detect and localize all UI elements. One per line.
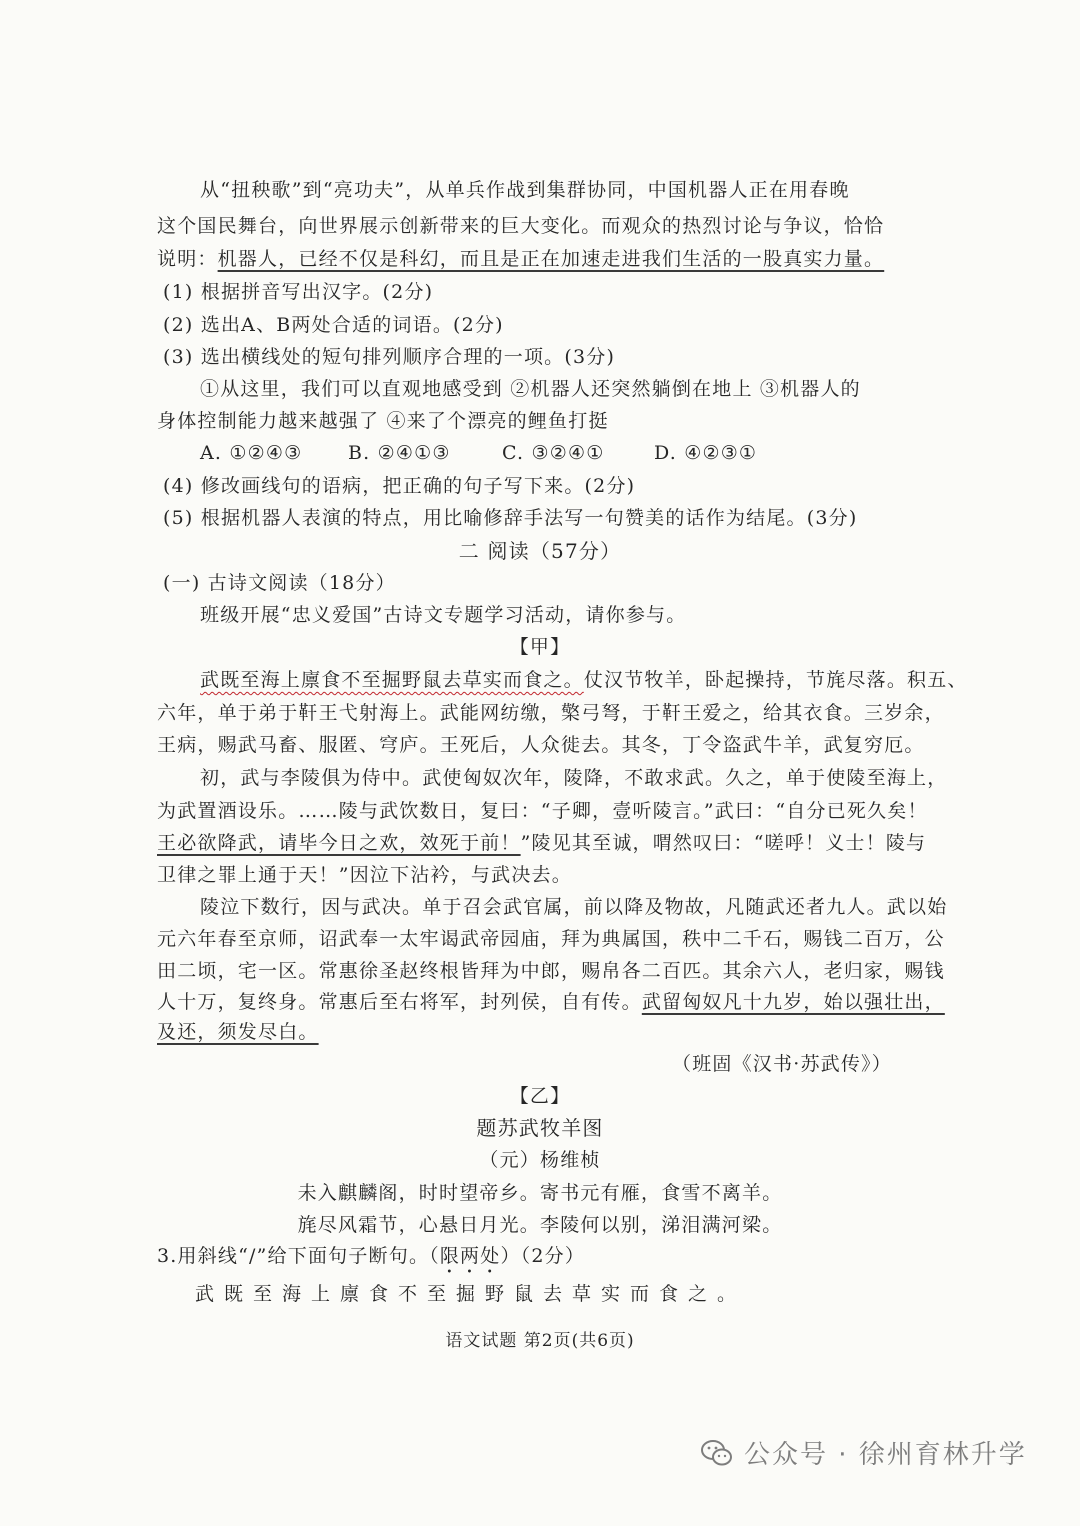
intro-line-3-prefix: 说明： [157,248,218,270]
watermark-text: 公众号 · 徐州育林升学 [744,1440,1027,1470]
wechat-icon [700,1438,734,1468]
jia-p1-line-2: 六年，单于弟于靬王弋射海上。武能网纺缴，檠弓弩，于靬王爱之，给其衣食。三岁余， [157,702,945,724]
jia-p3-line-4-rest: 人十万，复终身。常惠后至右将军，封列侯，自有传。 [157,991,642,1013]
yi-label: 【乙】 [509,1085,571,1107]
option-b: B. ②④①③ [348,442,451,464]
page-footer: 语文试题 第2页(共6页) [445,1331,635,1351]
option-c: C. ③②④① [502,442,605,464]
jia-p2-line-4: 卫律之罪上通于天！”因泣下沾衿，与武决去。 [157,864,572,886]
jia-p3-line-3: 田二顷，宅一区。常惠徐圣赵终根皆拜为中郎，赐帛各二百匹。其余六人，老归家，赐钱 [157,960,945,982]
jia-p2-line-3-rest: ”陵见其至诚，喟然叹曰：“嗟呼！义士！陵与 [520,832,927,854]
question-5: (5) 根据机器人表演的特点，用比喻修辞手法写一句赞美的话作为结尾。(3分) [163,507,858,529]
option-a: A. ①②④③ [200,442,303,464]
intro-line-1: 从“扭秧歌”到“亮功夫”，从单兵作战到集群协同，中国机器人正在用春晚 [200,179,850,201]
jia-underlined-quote: 王必欲降武，请毕今日之欢，效死于前！ [157,832,521,854]
jia-p3-line-4 [157,988,945,1016]
jia-p3-line-1: 陵泣下数行，因与武决。单于召会武官属，前以降及物故，凡随武还者九人。武以始 [200,896,948,918]
task-prefix: 3.用斜线“/”给下面句子断句。（ [157,1245,440,1267]
question-4: (4) 修改画线句的语病，把正确的句子写下来。(2分) [163,475,636,497]
watermark [700,1434,1027,1471]
jia-p3-line-2: 元六年春至京师，诏武奉一太牢谒武帝园庙，拜为典属国，秩中二千石，赐钱二百万，公 [157,928,945,950]
jia-underlined-ending-1: 武留匈奴凡十九岁，始以强壮出， [641,991,945,1013]
question-3-options [200,439,757,467]
poem-line-1: 未入麒麟阁，时时望帝乡。寄书元有雁，食雪不离羊。 [297,1182,783,1204]
intro-line-3 [157,245,884,273]
question-3: (3) 选出横线处的短句排列顺序合理的一项。(3分) [163,346,616,368]
intro-line-2: 这个国民舞台，向世界展示创新带来的巨大变化。而观众的热烈讨论与争议，恰恰 [157,215,885,237]
jia-p2-line-2: 为武置酒设乐。……陵与武饮数日，复曰：“子卿，壹听陵言。”武曰：“自分已死久矣！ [157,800,928,822]
question-3-items-line-2: 身体控制能力越来越强了 ④来了个漂亮的鲤鱼打挺 [157,410,609,432]
question-3-items-line-1: ①从这里，我们可以直观地感受到 ②机器人还突然躺倒在地上 ③机器人的 [200,378,861,400]
task-suffix: ）（2分） [500,1245,586,1267]
jia-marked-sentence: 武既至海上廪食不至掘野鼠去草实而食之。 [200,669,584,691]
jia-p1-line-3: 王病，赐武马畜、服匿、穹庐。王死后，人众徙去。其冬，丁令盗武牛羊，武复穷厄。 [157,734,925,756]
jia-p1-line-1 [200,666,968,694]
task-limit: 限两处 [439,1245,501,1267]
poem-author: （元）杨维桢 [479,1149,601,1171]
jia-underlined-ending-2: 及还，须发尽白。 [157,1021,319,1043]
jia-p3-line-5 [157,1018,319,1046]
question-2: (2) 选出A、B两处合适的词语。(2分) [163,314,504,336]
option-d: D. ④②③① [654,442,758,464]
jia-p1-line-1-rest: 仗汉节牧羊，卧起操持，节旄尽落。积五、 [583,669,968,691]
underlined-sentence: 机器人，已经不仅是科幻，而且是正在加速走进我们生活的一股真实力量。 [217,248,885,270]
activity-intro: 班级开展“忠义爱国”古诗文专题学习活动，请你参与。 [200,604,687,626]
question-1: (1) 根据拼音写出汉字。(2分) [163,281,434,303]
jia-source: （班固《汉书·苏武传》） [672,1053,892,1075]
task-sentence: 武既至海上廪食不至掘野鼠去草实而食之。 [195,1283,747,1305]
subsection-heading: (一) 古诗文阅读（18分） [163,572,396,594]
section-heading: 二 阅读（57分） [458,539,622,563]
poem-line-2: 旄尽风霜节，心悬日月光。李陵何以别，涕泪满河梁。 [297,1214,783,1236]
jia-p2-line-3 [157,829,926,857]
jia-p2-line-1: 初，武与李陵俱为侍中。武使匈奴次年，陵降，不敢求武。久之，单于使陵至海上， [200,767,948,789]
jia-label: 【甲】 [509,636,571,658]
question-3-task [157,1242,585,1278]
poem-title: 题苏武牧羊图 [476,1116,604,1140]
